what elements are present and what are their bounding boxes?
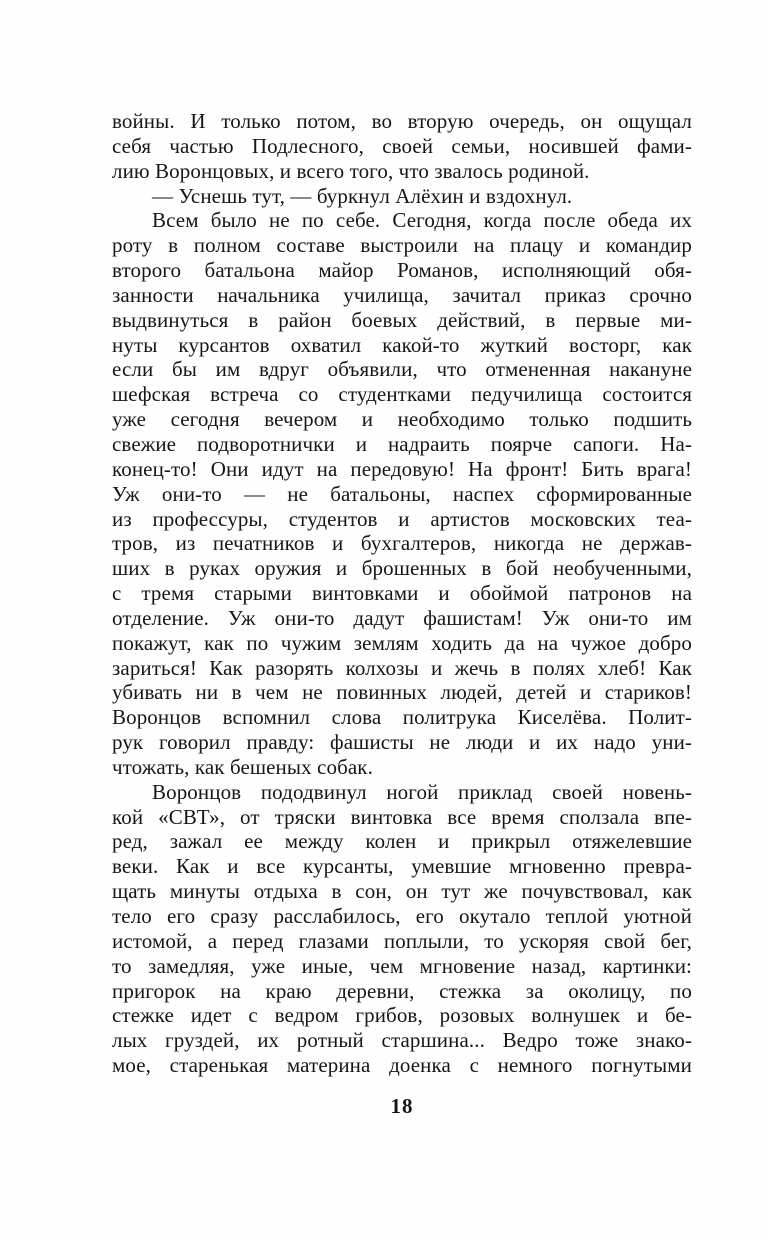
text-line: стежке идет с ведром грибов, розовых волнушек и бе- bbox=[112, 1003, 692, 1028]
text-line: ред, зажал ее между колен и прикрыл отяжелевшие bbox=[112, 829, 692, 854]
text-line: мое, старенькая материна доенка с немного погнутыми bbox=[112, 1053, 692, 1078]
text-line: второго батальона майор Романов, исполняющий обя- bbox=[112, 258, 692, 283]
text-line: шефская встреча со студентками педучилища состоится bbox=[112, 382, 692, 407]
text-line: с тремя старыми винтовками и обоймой патронов на bbox=[112, 581, 692, 606]
text-line: нуты курсантов охватил какой-то жуткий восторг, как bbox=[112, 332, 692, 357]
text-line: Воронцов пододвинул ногой приклад своей новень- bbox=[152, 779, 692, 804]
page-text-block bbox=[112, 109, 692, 1078]
text-line: уже сегодня вечером и необходимо только подшить bbox=[112, 407, 692, 432]
text-line: Всем было не по себе. Сегодня, когда после обеда их bbox=[152, 208, 692, 233]
text-line: лых груздей, их ротный старшина... Ведро тоже знако- bbox=[112, 1028, 692, 1053]
text-line: кой «СВТ», от тряски винтовка все время сползала впе- bbox=[112, 804, 692, 829]
text-line: конец-то! Они идут на передовую! На фронт! Бить врага! bbox=[112, 456, 692, 481]
text-line: свежие подворотнички и надраить поярче сапоги. На- bbox=[112, 431, 692, 456]
text-line: — Уснешь тут, — буркнул Алёхин и вздохнул. bbox=[152, 183, 573, 208]
text-line: убивать ни в чем не повинных людей, детей и стариков! bbox=[112, 680, 692, 705]
text-line: пригорок на краю деревни, стежка за околицу, по bbox=[112, 978, 692, 1003]
text-line: отделение. Уж они-то дадут фашистам! Уж они-то им bbox=[112, 605, 692, 630]
text-line: Уж они-то — не батальоны, наспех сформированные bbox=[112, 481, 692, 506]
text-line: щать минуты отдыха в сон, он тут же почувствовал, как bbox=[112, 879, 692, 904]
text-line: если бы им вдруг объявили, что отмененная накануне bbox=[112, 357, 692, 382]
text-line: себя частью Подлесного, своей семьи, носившей фами- bbox=[112, 133, 692, 158]
text-line: истомой, а перед глазами поплыли, то ускоряя свой бег, bbox=[112, 928, 692, 953]
text-line: выдвинуться в район боевых действий, в первые ми- bbox=[112, 307, 692, 332]
text-line: из профессуры, студентов и артистов московских теа- bbox=[112, 506, 692, 531]
text-line: тров, из печатников и бухгалтеров, никогда не держав- bbox=[112, 531, 692, 556]
text-line: рук говорил правду: фашисты не люди и их надо уни- bbox=[112, 730, 692, 755]
text-line: веки. Как и все курсанты, умевшие мгновенно превра- bbox=[112, 854, 692, 879]
text-line: ших в руках оружия и брошенных в бой необученными, bbox=[112, 556, 692, 581]
text-line: занности начальника училища, зачитал приказ срочно bbox=[112, 282, 692, 307]
text-line: роту в полном составе выстроили на плацу и командир bbox=[112, 233, 692, 258]
text-line: чтожать, как бешеных собак. bbox=[112, 754, 373, 779]
text-line: войны. И только потом, во вторую очередь, он ощущал bbox=[112, 109, 692, 133]
text-line: тело его сразу расслабилось, его окутало теплой уютной bbox=[112, 904, 692, 928]
text-line: Воронцов вспомнил слова политрука Киселёва. Полит- bbox=[112, 705, 692, 730]
text-line: покажут, как по чужим землям ходить да на чужое добро bbox=[112, 630, 692, 655]
text-line: то замедляя, уже иные, чем мгновение назад, картинки: bbox=[112, 953, 692, 978]
page-number: 18 bbox=[390, 1094, 414, 1118]
text-line: зариться! Как разорять колхозы и жечь в полях хлеб! Как bbox=[112, 655, 692, 680]
text-line: лию Воронцовых, и всего того, что звалось родиной. bbox=[112, 158, 590, 183]
